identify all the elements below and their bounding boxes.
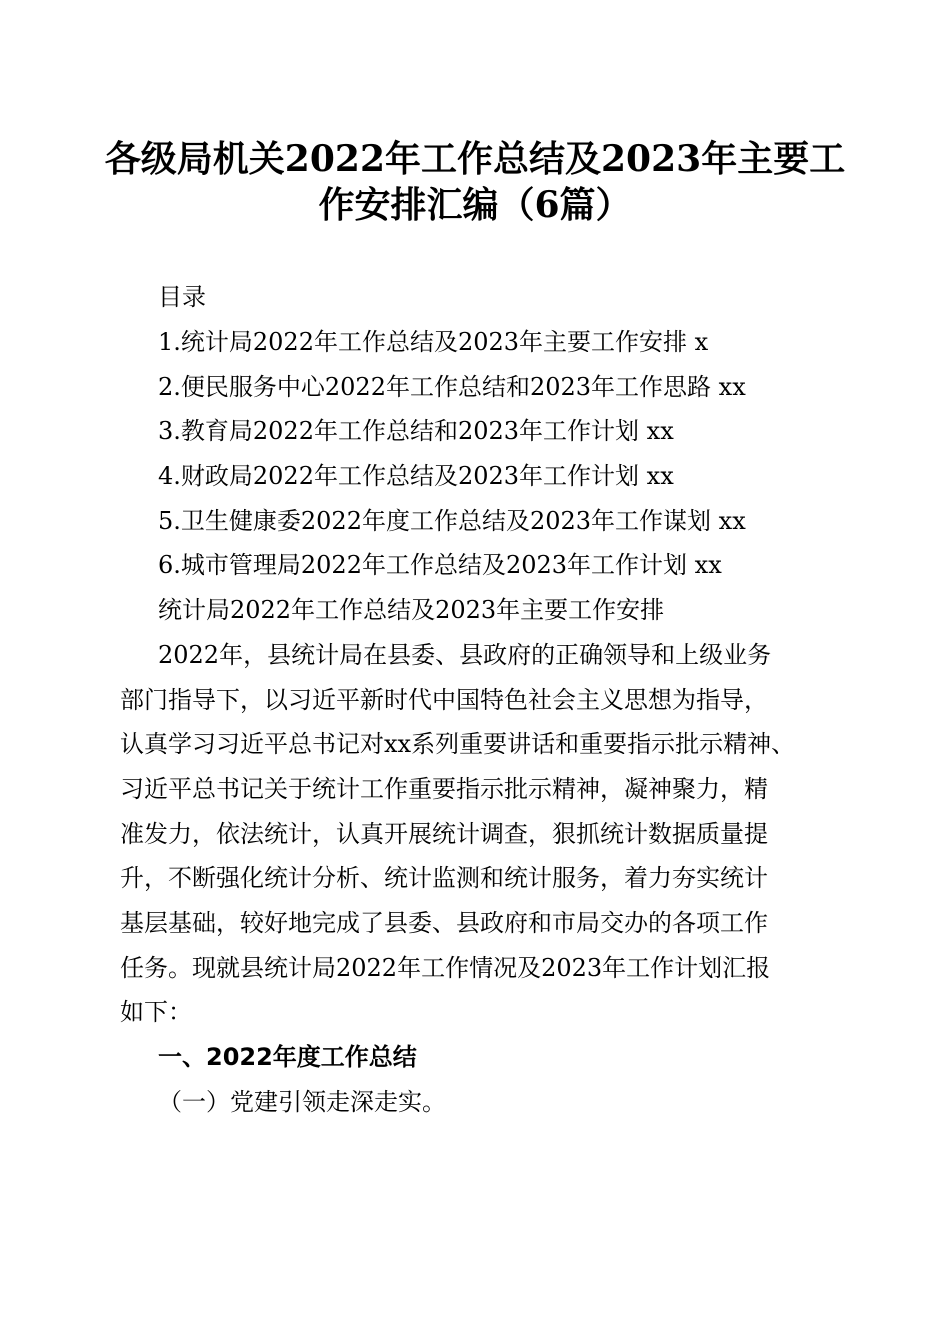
paragraph-line: 如下：	[120, 998, 192, 1026]
paragraph-line: 2022年，县统计局在县委、县政府的正确领导和上级业务	[158, 641, 772, 669]
paragraph-line: 准发力，依法统计，认真开展统计调查，狠抓统计数据质量提	[120, 820, 768, 848]
subsection-heading: （一）党建引领走深走实。	[158, 1088, 446, 1116]
document-title-line-2: 作安排汇编（6篇）	[318, 184, 632, 226]
toc-item-3: 3.教育局2022年工作总结和2023年工作计划 xx	[158, 417, 674, 445]
paragraph-line: 认真学习习近平总书记对xx系列重要讲话和重要指示批示精神、	[120, 730, 796, 758]
document-title-line-1: 各级局机关2022年工作总结及2023年主要工	[104, 138, 846, 180]
section-heading: 一、2022年度工作总结	[158, 1043, 417, 1071]
paragraph-line: 任务。现就县统计局2022年工作情况及2023年工作计划汇报	[120, 954, 771, 982]
toc-item-2: 2.便民服务中心2022年工作总结和2023年工作思路 xx	[158, 373, 746, 401]
paragraph-line: 基层基础，较好地完成了县委、县政府和市局交办的各项工作	[120, 909, 768, 937]
paragraph-line: 部门指导下，以习近平新时代中国特色社会主义思想为指导，	[120, 686, 768, 714]
toc-item-5: 5.卫生健康委2022年度工作总结及2023年工作谋划 xx	[158, 507, 746, 535]
paragraph-line: 升，不断强化统计分析、统计监测和统计服务，着力夯实统计	[120, 864, 768, 892]
paragraph-line: 习近平总书记关于统计工作重要指示批示精神，凝神聚力，精	[120, 775, 768, 803]
toc-item-1: 1.统计局2022年工作总结及2023年主要工作安排 x	[158, 328, 709, 356]
toc-heading: 目录	[158, 283, 206, 311]
toc-item-4: 4.财政局2022年工作总结及2023年工作计划 xx	[158, 462, 674, 490]
toc-item-6: 6.城市管理局2022年工作总结及2023年工作计划 xx	[158, 551, 722, 579]
article-title: 统计局2022年工作总结及2023年主要工作安排	[158, 596, 665, 624]
